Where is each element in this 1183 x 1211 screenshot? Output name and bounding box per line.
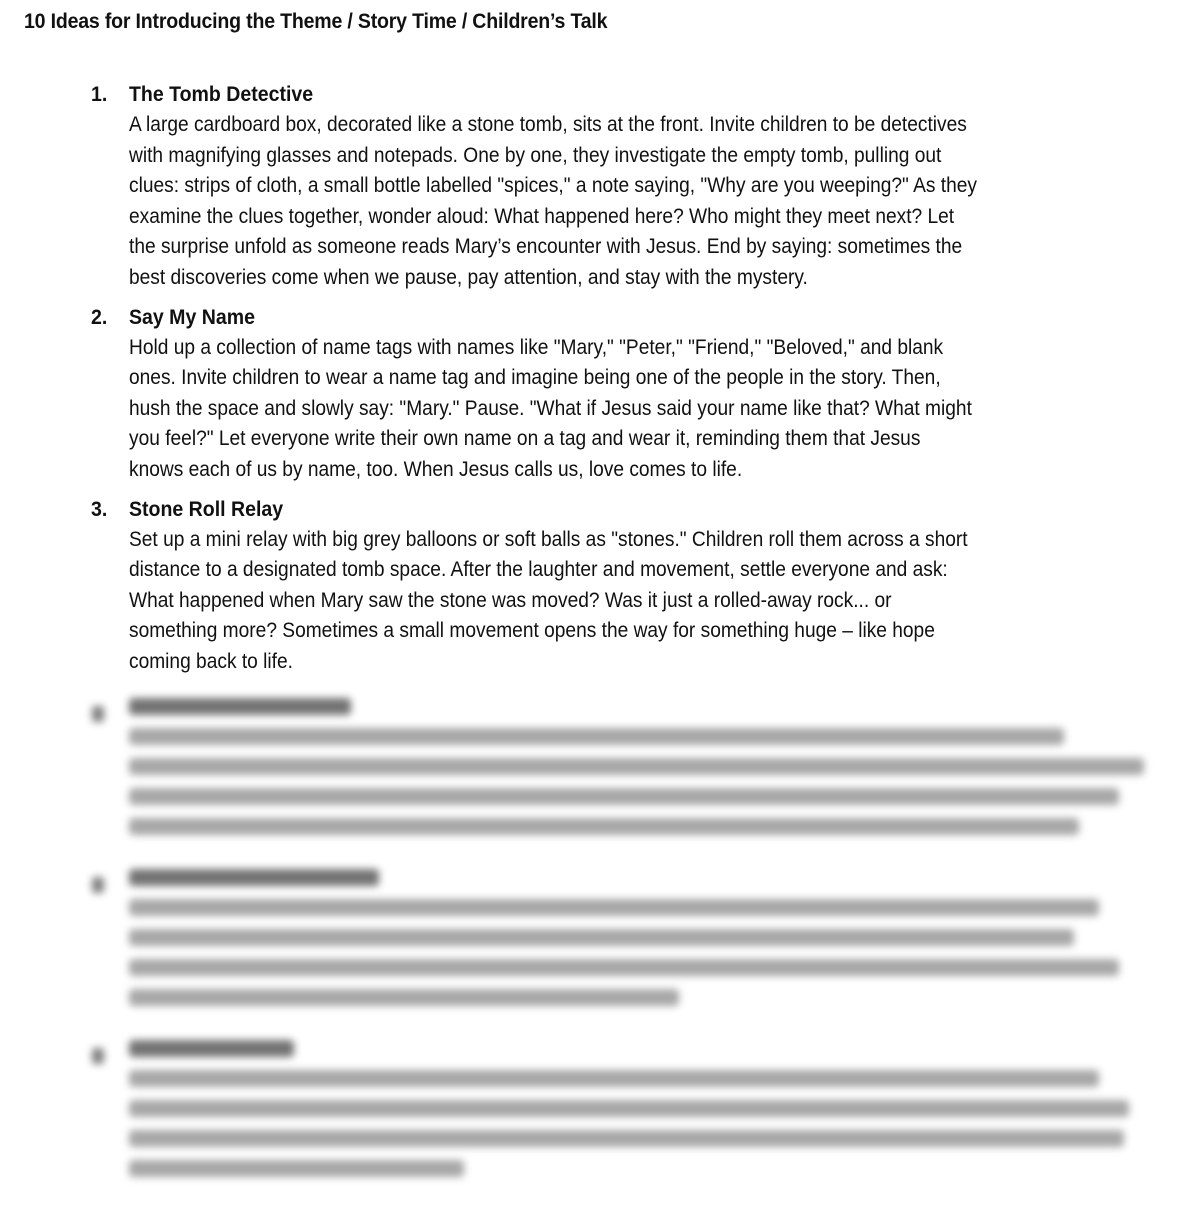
idea-item [0, 495, 1183, 678]
text-line [129, 899, 1099, 916]
text-line [129, 758, 1144, 775]
obscured-idea-item [0, 1040, 1183, 1202]
idea-description [129, 525, 1141, 678]
text-line [129, 1160, 464, 1177]
idea-number: 2. [91, 305, 108, 329]
idea-item [0, 80, 1183, 294]
idea-title: Say My Name [129, 305, 255, 329]
text-line: distance to a designated tomb space. After the laughter and movement, settle everyone and ask: [129, 558, 948, 582]
text-line [129, 818, 1079, 835]
text-line: A large cardboard box, decorated like a stone tomb, sits at the front. Invite children to be detectives [129, 113, 967, 136]
idea-number [92, 706, 104, 722]
idea-description [129, 110, 1141, 294]
obscured-idea-item [0, 869, 1183, 1031]
idea-title [129, 869, 379, 886]
idea-title [129, 1040, 294, 1057]
text-line [129, 989, 679, 1006]
text-line [129, 929, 1074, 946]
text-line: the surprise unfold as someone reads Mary’s encounter with Jesus. End by saying: sometimes the [129, 235, 963, 259]
text-line: hush the space and slowly say: "Mary." Pause. "What if Jesus said your name like that? What might [129, 396, 972, 420]
text-line: Hold up a collection of name tags with names like "Mary," "Peter," "Friend," "Beloved," and blank [129, 335, 944, 359]
text-line [129, 788, 1119, 805]
idea-number [92, 1048, 104, 1064]
text-line: examine the clues together, wonder aloud: What happened here? Who might they meet next? Let [129, 204, 955, 228]
document-title: 10 Ideas for Introducing the Theme / Story Time / Children’s Talk [24, 10, 608, 33]
blurred-content-region [0, 690, 1183, 1211]
idea-title: The Tomb Detective [129, 83, 314, 106]
text-line: you feel?" Let everyone write their own name on a tag and wear it, reminding them that Jesus [129, 427, 921, 451]
text-line: coming back to life. [129, 649, 293, 673]
idea-title [129, 698, 351, 715]
text-line: knows each of us by name, too. When Jesus calls us, love comes to life. [129, 457, 743, 481]
text-line: clues: strips of cloth, a small bottle labelled "spices," a note saying, "Why are you weeping?" As they [129, 174, 977, 198]
text-line: something more? Sometimes a small movement opens the way for something huge – like hope [129, 619, 935, 643]
idea-title: Stone Roll Relay [129, 497, 284, 521]
text-line [129, 1070, 1099, 1087]
obscured-idea-item [0, 698, 1183, 860]
idea-description [129, 333, 1141, 486]
text-line [129, 1130, 1124, 1147]
text-line: ones. Invite children to wear a name tag and imagine being one of the people in the story. Then, [129, 366, 941, 390]
text-line: What happened when Mary saw the stone was moved? Was it just a rolled-away rock... or [129, 588, 892, 612]
text-line: with magnifying glasses and notepads. One by one, they investigate the empty tomb, pulling out [129, 143, 942, 167]
idea-item [0, 303, 1183, 486]
text-line: best discoveries come when we pause, pay attention, and stay with the mystery. [129, 265, 808, 289]
ideas-list [0, 80, 1183, 687]
text-line [129, 959, 1119, 976]
idea-number [92, 877, 104, 893]
idea-number: 1. [91, 83, 108, 106]
idea-number: 3. [91, 497, 108, 521]
text-line [129, 1100, 1129, 1117]
text-line [129, 728, 1064, 745]
text-line: Set up a mini relay with big grey balloons or soft balls as "stones." Children roll them across a short [129, 527, 968, 551]
